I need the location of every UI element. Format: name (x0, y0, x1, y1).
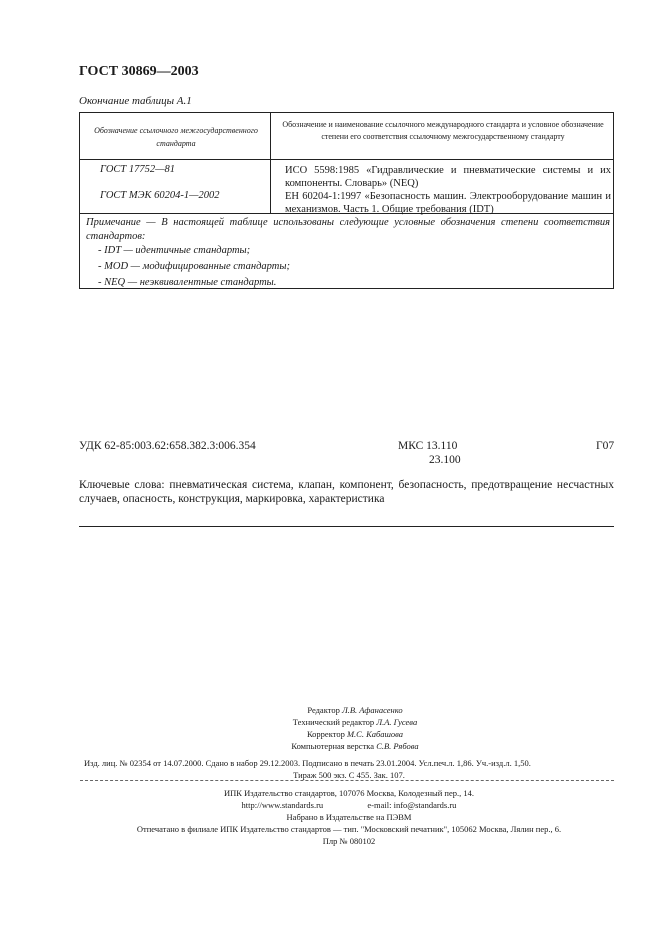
keywords: Ключевые слова: пневматическая система, клапан, компонент, безопасность, предотвращение несчастных случаев, опасность, конструкция, маркировка, характеристика (79, 479, 614, 505)
table-header-divider (80, 159, 613, 160)
table-header-international-standard: Обозначение и наименование ссылочного международного стандарта и условное обозначение степени его соответствия ссылочному межгосударственному стандарту (282, 120, 604, 141)
udk-code: УДК 62-85:003.62:658.382.3:006.354 (79, 440, 256, 452)
publisher-contacts (84, 799, 614, 811)
typeset-info: Набрано в Издательстве на ПЭВМ (286, 812, 412, 822)
table-cell-standard: ГОСТ 17752—81 (100, 164, 175, 175)
credit-role: Технический редактор (292, 717, 375, 727)
credit-role: Компьютерная верстка (291, 741, 375, 751)
publisher-address: ИПК Издательство стандартов, 107076 Москва, Колодезный пер., 14. (224, 788, 474, 798)
table-note-text: Примечание — В настоящей таблице использованы следующие условные обозначения степени соответствия стандартов: (86, 217, 610, 242)
credit-role: Редактор (307, 705, 340, 715)
credit-layout (150, 740, 560, 753)
mks-code-secondary: 23.100 (429, 454, 461, 466)
group-code: Г07 (596, 440, 615, 452)
credit-tech-editor (150, 716, 560, 729)
section-divider (79, 526, 614, 527)
table-column-divider (270, 113, 271, 213)
document-code: ГОСТ 30869—2003 (79, 64, 199, 79)
credit-name: М.С. Кабашова (346, 729, 404, 739)
credit-name: С.В. Рябова (376, 741, 419, 751)
note-item-mod: - MOD — модифицированные стандарты; (98, 261, 290, 272)
credit-name: Л.А. Гусева (376, 717, 418, 727)
print-info: Отпечатано в филиале ИПК Издательство стандартов — тип. "Московский печатник", 105062 Москва, Лялин пер., 6. (136, 824, 562, 834)
credit-editor (150, 704, 560, 717)
mks-code: МКС 13.110 (398, 440, 458, 452)
publication-run: Тираж 500 экз. С 455. Зак. 107. (293, 770, 405, 780)
table-header-interstate-standard: Обозначение ссылочного межгосударственного стандарта (94, 126, 258, 148)
note-item-idt: - IDT — идентичные стандарты; (98, 245, 251, 256)
license-number: Плр № 080102 (322, 836, 376, 846)
table-cell-standard: ГОСТ МЭК 60204-1—2002 (100, 190, 220, 201)
reference-table (79, 112, 614, 289)
table-note (86, 216, 610, 244)
table-cell-reference: ЕН 60204-1:1997 «Безопасность машин. Электрооборудование машин и механизмов. Часть 1. Общие требования (IDT) (285, 191, 611, 215)
table-cell-reference: ИСО 5598:1985 «Гидравлические и пневматические системы и их компоненты. Словарь» (NEQ) (285, 165, 611, 189)
publication-info: Изд. лиц. № 02354 от 14.07.2000. Сдано в набор 29.12.2003. Подписано в печать 23.01.2004. Усл.печ.л. 1,86. Уч.-изд.л. 1,50. (84, 758, 531, 768)
credit-role: Корректор (306, 729, 345, 739)
publisher-website: http://www.standards.ru (241, 800, 324, 810)
credit-name: Л.В. Афанасенко (341, 705, 403, 715)
imprint-divider (80, 780, 614, 781)
table-caption: Окончание таблицы А.1 (79, 95, 192, 107)
note-item-neq: - NEQ — неэквивалентные стандарты. (98, 277, 277, 288)
credit-proofreader (150, 728, 560, 741)
publisher-email: e-mail: info@standards.ru (367, 800, 457, 810)
